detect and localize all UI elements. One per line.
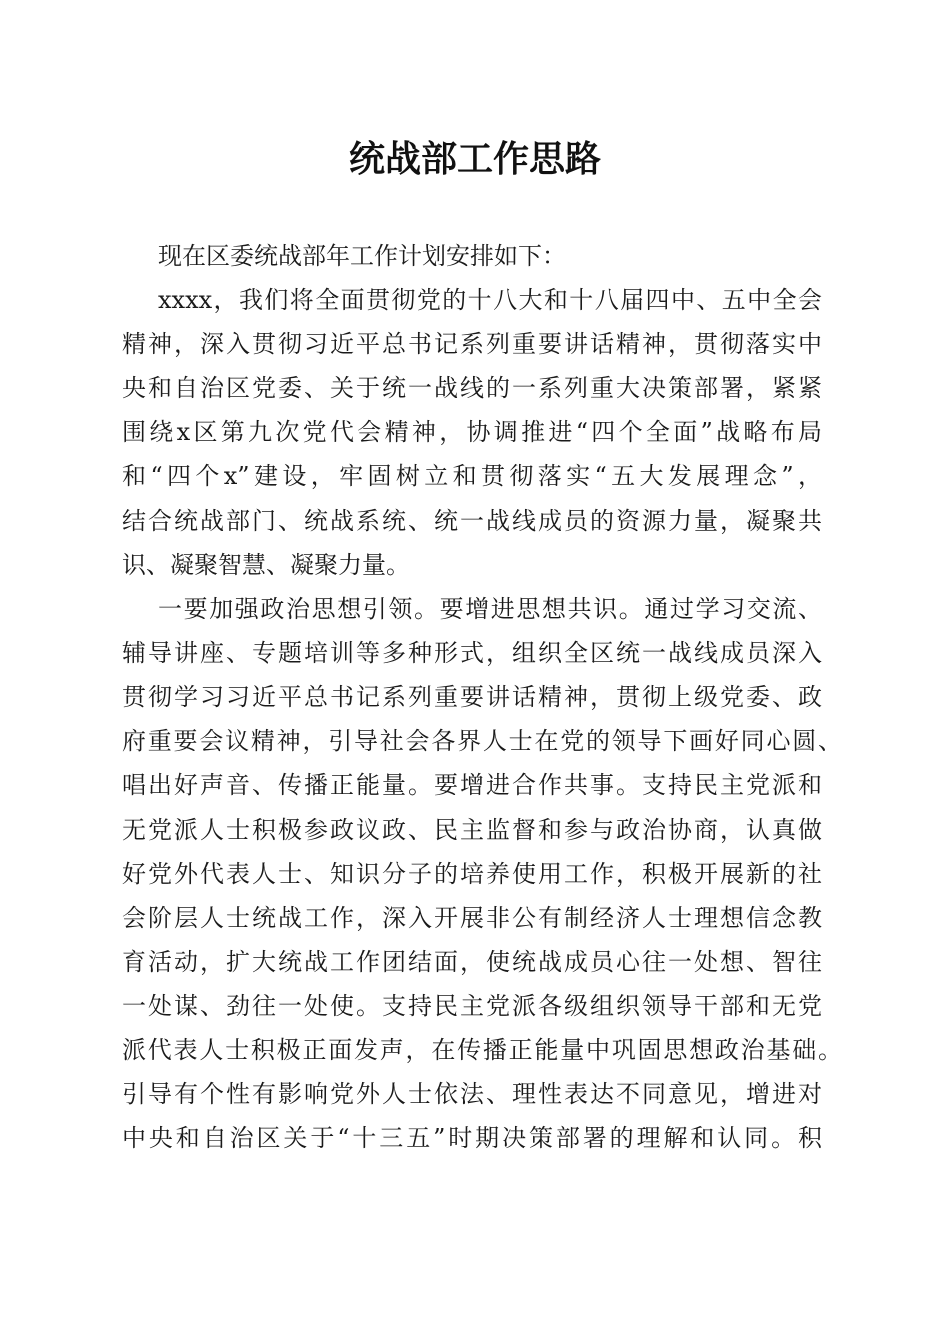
paragraph-line: 现在区委统战部年工作计划安排如下： bbox=[158, 242, 566, 270]
paragraph-line: 精神，深入贯彻习近平总书记系列重要讲话精神，贯彻落实中 bbox=[122, 330, 822, 358]
paragraph-line: 中央和自治区关于“十三五”时期决策部署的理解和认同。积 bbox=[122, 1124, 822, 1152]
paragraph-line: 和“四个x”建设，牢固树立和贯彻落实“五大发展理念”， bbox=[122, 462, 822, 490]
paragraph-line: 会阶层人士统战工作，深入开展非公有制经济人士理想信念教 bbox=[122, 904, 822, 932]
paragraph-line: 育活动，扩大统战工作团结面，使统战成员心往一处想、智往 bbox=[122, 948, 822, 976]
paragraph-line: 央和自治区党委、关于统一战线的一系列重大决策部署，紧紧 bbox=[122, 374, 822, 402]
paragraph-line: 贯彻学习习近平总书记系列重要讲话精神，贯彻上级党委、政 bbox=[122, 683, 822, 711]
paragraph-line: 一要加强政治思想引领。要增进思想共识。通过学习交流、 bbox=[158, 595, 822, 623]
paragraph-line: 识、凝聚智慧、凝聚力量。 bbox=[122, 551, 410, 579]
paragraph-line: 围绕x区第九次党代会精神，协调推进“四个全面”战略布局 bbox=[122, 418, 822, 446]
paragraph-line: 无党派人士积极参政议政、民主监督和参与政治协商，认真做 bbox=[122, 816, 822, 844]
paragraph-line: xxxx，我们将全面贯彻党的十八大和十八届四中、五中全会 bbox=[158, 286, 822, 314]
paragraph-line: 引导有个性有影响党外人士依法、理性表达不同意见，增进对 bbox=[122, 1080, 822, 1108]
paragraph-line: 府重要会议精神，引导社会各界人士在党的领导下画好同心圆、 bbox=[122, 727, 842, 755]
paragraph-line: 辅导讲座、专题培训等多种形式，组织全区统一战线成员深入 bbox=[122, 639, 822, 667]
paragraph-line: 结合统战部门、统战系统、统一战线成员的资源力量，凝聚共 bbox=[122, 507, 822, 535]
paragraph-line: 好党外代表人士、知识分子的培养使用工作，积极开展新的社 bbox=[122, 860, 822, 888]
paragraph-line: 一处谋、劲往一处使。支持民主党派各级组织领导干部和无党 bbox=[122, 992, 822, 1020]
document-title: 统战部工作思路 bbox=[348, 138, 601, 180]
paragraph-line: 派代表人士积极正面发声，在传播正能量中巩固思想政治基础。 bbox=[122, 1036, 842, 1064]
paragraph-line: 唱出好声音、传播正能量。要增进合作共事。支持民主党派和 bbox=[122, 771, 822, 799]
